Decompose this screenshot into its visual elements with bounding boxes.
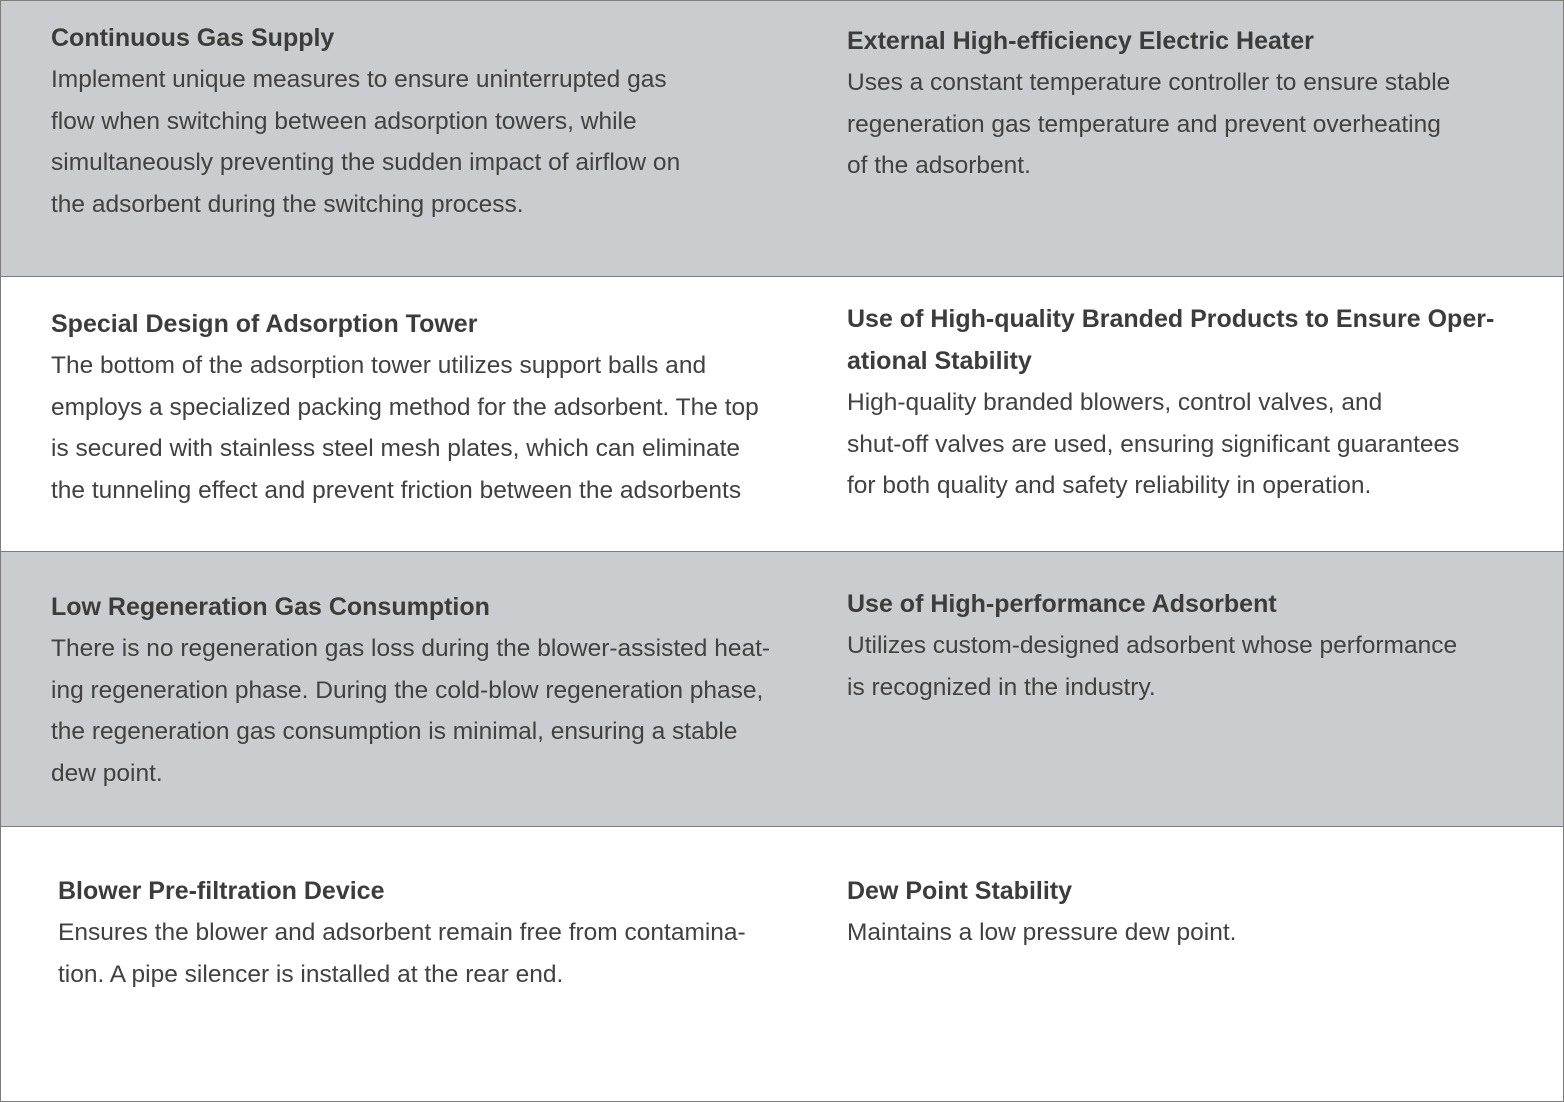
feature-desc-line: flow when switching between adsorption towers, while (51, 107, 637, 135)
feature-desc-line: the adsorbent during the switching process. (51, 191, 524, 219)
feature-title: Special Design of Adsorption Tower (51, 310, 478, 338)
feature-title: External High-efficiency Electric Heater (847, 27, 1314, 55)
feature-desc-line: Maintains a low pressure dew point. (847, 919, 1237, 946)
feature-continuous-gas-supply (51, 17, 841, 226)
feature-desc-line: the regeneration gas consumption is minimal, ensuring a stable (51, 718, 738, 746)
feature-desc-line: for both quality and safety reliability in operation. (847, 472, 1372, 500)
feature-title: Blower Pre-filtration Device (58, 877, 385, 905)
feature-adsorption-tower-design (51, 303, 841, 512)
feature-desc-line: Ensures the blower and adsorbent remain free from contamina- (58, 919, 746, 946)
feature-row-3 (0, 551, 1564, 827)
feature-desc-line: employs a specialized packing method for the adsorbent. The top (51, 393, 759, 421)
feature-desc-line: is secured with stainless steel mesh plates, which can eliminate (51, 435, 741, 463)
feature-desc-line: is recognized in the industry. (847, 673, 1156, 701)
feature-desc-line: High-quality branded blowers, control valves, and (847, 389, 1383, 416)
feature-external-electric-heater (847, 20, 1537, 187)
feature-desc-line: ing regeneration phase. During the cold-blow regeneration phase, (51, 676, 764, 704)
feature-dew-point-stability (847, 870, 1537, 954)
feature-desc-line: There is no regeneration gas loss during the blower-assisted heat- (51, 635, 771, 662)
feature-desc-line: Uses a constant temperature controller to ensure stable (847, 69, 1451, 96)
feature-title: Low Regeneration Gas Consumption (51, 593, 490, 621)
feature-desc-line: shut-off valves are used, ensuring significant guarantees (847, 430, 1460, 458)
feature-title: Continuous Gas Supply (51, 24, 335, 52)
feature-desc-line: Utilizes custom-designed adsorbent whose performance (847, 632, 1458, 659)
feature-title: Dew Point Stability (847, 877, 1073, 905)
feature-title: Use of High-performance Adsorbent (847, 590, 1277, 618)
feature-desc-line: tion. A pipe silencer is installed at the rear end. (58, 960, 564, 988)
feature-desc-line: regeneration gas temperature and prevent overheating (847, 110, 1441, 138)
feature-desc-line: Implement unique measures to ensure uninterrupted gas (51, 66, 667, 93)
feature-row-1 (0, 0, 1564, 277)
feature-desc-line: the tunneling effect and prevent friction between the adsorbents (51, 477, 742, 505)
feature-title-line: Use of High-quality Branded Products to Ensure Oper- (847, 305, 1495, 333)
feature-row-4 (0, 826, 1564, 1102)
feature-high-performance-adsorbent (847, 583, 1537, 708)
feature-branded-products (847, 298, 1537, 507)
feature-row-2 (0, 276, 1564, 552)
feature-desc-line: The bottom of the adsorption tower utilizes support balls and (51, 352, 707, 379)
feature-desc-line: simultaneously preventing the sudden impact of airflow on (51, 149, 681, 177)
feature-low-regeneration-gas (51, 586, 841, 795)
feature-desc-line: dew point. (51, 760, 163, 788)
feature-blower-prefiltration (58, 870, 848, 995)
feature-desc-line: of the adsorbent. (847, 152, 1031, 180)
feature-title-line: ational Stability (847, 347, 1032, 375)
